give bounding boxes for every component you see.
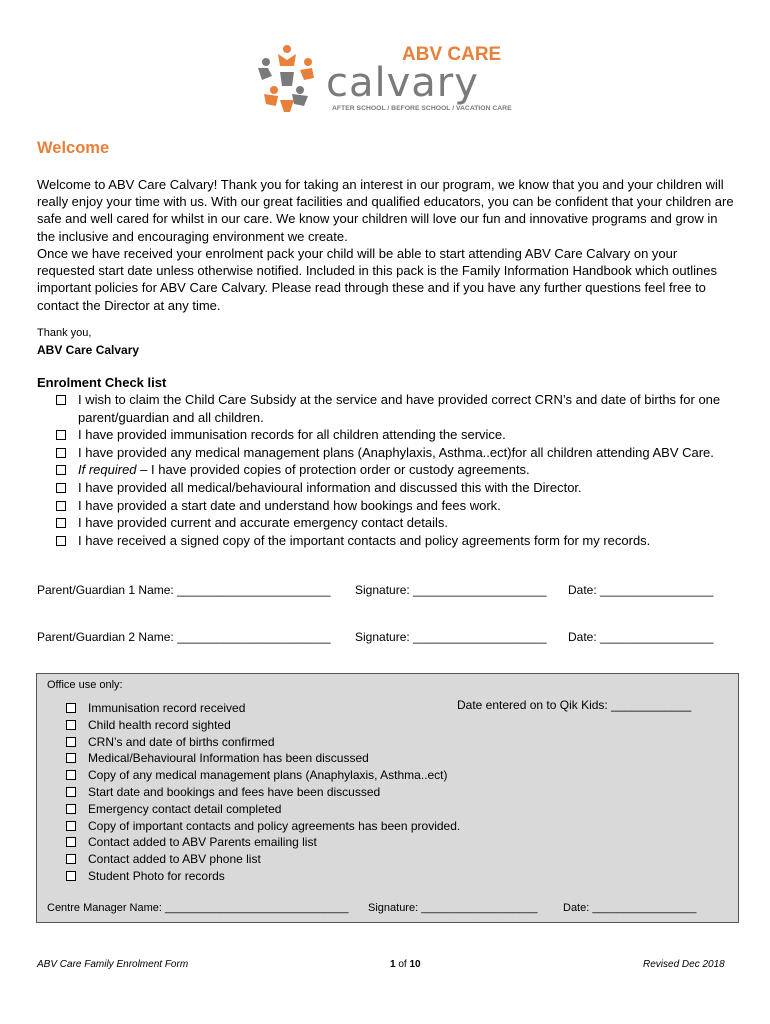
checkbox[interactable] (56, 518, 66, 528)
office-item-text: Immunisation record received (88, 701, 246, 715)
office-item-text: Copy of important contacts and policy agreements has been provided. (88, 818, 461, 833)
welcome-heading: Welcome (37, 139, 110, 157)
footer-revised: Revised Dec 2018 (643, 959, 725, 970)
checklist-item-text: I have provided any medical management plans (Anaphylaxis, Asthma..ect)for all children attending ABV Care. (78, 444, 714, 460)
footer-form-name: ABV Care Family Enrolment Form (37, 959, 189, 970)
checkbox[interactable] (66, 821, 76, 831)
checklist-item (54, 444, 734, 462)
office-item-text: Medical/Behavioural Information has been discussed (88, 751, 369, 766)
people-figures-icon (258, 45, 314, 112)
parent1-name-field[interactable]: Parent/Guardian 1 Name: _______________________ (37, 583, 331, 597)
office-item-text: Start date and bookings and fees have been discussed (88, 784, 381, 799)
logo-tagline: AFTER SCHOOL / BEFORE SCHOOL / VACATION CARE (332, 105, 512, 112)
checkbox[interactable] (66, 753, 76, 763)
checkbox[interactable] (56, 465, 66, 475)
checkbox[interactable] (66, 703, 76, 713)
office-checklist-item (64, 700, 564, 717)
checkbox[interactable] (66, 837, 76, 847)
page-total: 10 (409, 959, 421, 970)
checklist-item-text: I have provided a start date and understand how bookings and fees work. (78, 497, 501, 513)
abv-care-logo (254, 40, 524, 115)
office-item-text: Student Photo for records (88, 868, 225, 883)
checklist-item (54, 479, 734, 497)
office-checklist-item (64, 734, 564, 751)
office-item-text: CRN’s and date of births confirmed (88, 734, 275, 749)
office-checklist-item (64, 767, 564, 784)
checklist-item-text: I have provided immunisation records for all children attending the service. (78, 427, 506, 443)
office-item-text: Emergency contact detail completed (88, 801, 282, 816)
thank-you-text: Thank you, (37, 327, 92, 339)
checklist-item-text: – I have provided copies of protection order or custody agreements. (140, 462, 530, 478)
office-checklist-item (64, 750, 564, 767)
checklist-item (54, 497, 734, 515)
parent1-date-field[interactable]: Date: _________________ (568, 583, 714, 597)
checklist-item-text: I have received a signed copy of the important contacts and policy agreements form for my records. (78, 532, 651, 548)
logo-brand-top: ABV CARE (402, 44, 502, 65)
parent2-date-field[interactable]: Date: _________________ (568, 630, 714, 644)
checkbox[interactable] (66, 871, 76, 881)
checkbox[interactable] (66, 854, 76, 864)
checklist-item-text: I have provided all medical/behavioural information and discussed this with the Director. (78, 479, 582, 495)
manager-name-field[interactable]: Centre Manager Name: ______________________________ (47, 902, 349, 914)
office-checklist-item (64, 868, 564, 885)
office-checklist-item (64, 818, 564, 835)
parent1-signature-field[interactable]: Signature: ____________________ (355, 583, 547, 597)
parent2-signature-field[interactable]: Signature: ____________________ (355, 630, 547, 644)
qik-kids-date-field[interactable]: Date entered on to Qik Kids: ____________ (457, 698, 692, 712)
checklist-item (54, 514, 734, 532)
parent2-name-field[interactable]: Parent/Guardian 2 Name: _______________________ (37, 630, 331, 644)
checkbox[interactable] (66, 787, 76, 797)
office-item-text: Contact added to ABV phone list (88, 852, 261, 867)
if-required-text: If required (78, 462, 137, 478)
checkbox[interactable] (56, 430, 66, 440)
welcome-paragraph-2: Once we have received your enrolment pack your child will be able to start attending ABV Care Calvary on your requested start date unless otherwise notified. Included in this pack is the Family Information Handbook which outlines important policies for ABV Care Calvary. Please read through these and if you have any further questions feel free to contact the Director at any time. (37, 246, 717, 313)
office-item-text: Contact added to ABV Parents emailing list (88, 835, 317, 850)
office-checklist-item (64, 851, 564, 868)
checkbox[interactable] (56, 536, 66, 546)
page-of: of (398, 959, 407, 970)
office-checklist (64, 700, 564, 885)
enrolment-checklist (54, 391, 734, 549)
manager-signature-field[interactable]: Signature: ___________________ (368, 902, 538, 914)
checkbox[interactable] (56, 483, 66, 493)
checklist-heading: Enrolment Check list (37, 375, 167, 390)
checkbox[interactable] (56, 448, 66, 458)
signoff-text: ABV Care Calvary (37, 343, 140, 357)
office-checklist-item (64, 834, 564, 851)
checklist-item-text: I have provided current and accurate emergency contact details. (78, 515, 448, 531)
office-use-title: Office use only: (47, 679, 123, 691)
logo-graphic (254, 40, 524, 115)
office-item-text: Child health record sighted (88, 717, 231, 732)
checklist-item (54, 426, 734, 444)
welcome-paragraph-1: Welcome to ABV Care Calvary! Thank you for taking an interest in our program, we know that you and your children will really enjoy your time with us. With our great facilities and qualified educators, you can be confident that your children are safe and well cared for whilst in our care. We know your children will love our fun and innovative programs and grow in the inclusive and encouraging environment we create. (37, 177, 734, 244)
checkbox[interactable] (66, 737, 76, 747)
checkbox[interactable] (56, 395, 66, 405)
checkbox[interactable] (66, 770, 76, 780)
checklist-item (54, 532, 734, 550)
checkbox[interactable] (66, 720, 76, 730)
logo-brand-main: calvary (326, 60, 479, 106)
checkbox[interactable] (66, 804, 76, 814)
office-checklist-item (64, 784, 564, 801)
checklist-item (54, 461, 734, 479)
office-item-text: Copy of any medical management plans (Anaphylaxis, Asthma..ect) (88, 768, 448, 783)
checklist-item (54, 391, 734, 426)
manager-date-field[interactable]: Date: _________________ (563, 902, 697, 914)
checklist-item-text: I wish to claim the Child Care Subsidy at the service and have provided correct CRN’s and date of births for one parent/guardian and all children. (78, 392, 721, 425)
office-checklist-item (64, 801, 564, 818)
page-current: 1 (390, 959, 396, 970)
footer-page-number (390, 959, 421, 970)
office-checklist-item (64, 717, 564, 734)
checkbox[interactable] (56, 501, 66, 511)
